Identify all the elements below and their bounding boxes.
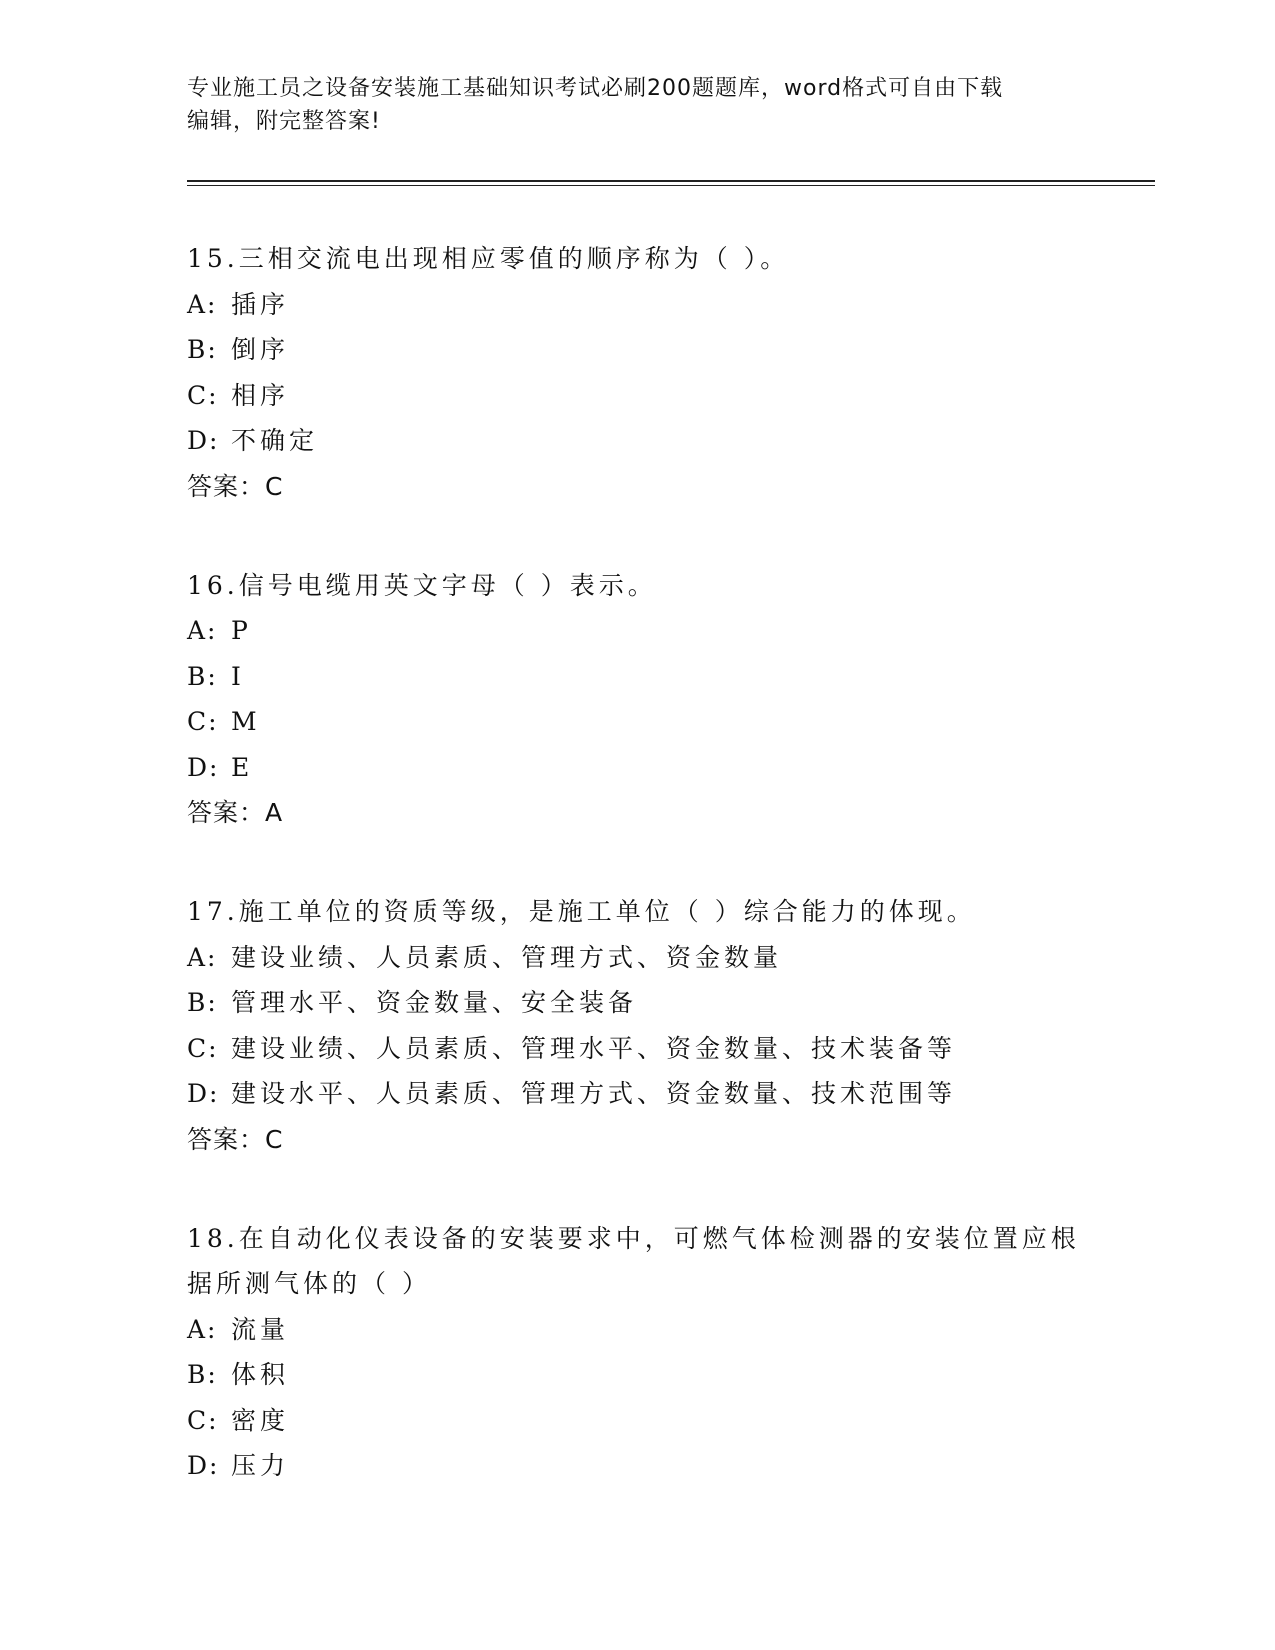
- option-letter: C:: [187, 707, 219, 736]
- question-text: 信号电缆用英文字母（ ）表示。: [238, 570, 657, 600]
- option-text: I: [231, 661, 245, 691]
- option-text: M: [231, 707, 261, 736]
- header-divider-thick: [187, 180, 1155, 182]
- question-stem: [187, 1216, 1087, 1307]
- option-d: [187, 1071, 1087, 1117]
- question-text: 施工单位的资质等级，是施工单位（ ）综合能力的体现。: [238, 897, 976, 926]
- option-letter: C:: [187, 1405, 219, 1435]
- option-letter: B:: [187, 335, 218, 364]
- option-c: [187, 1398, 1087, 1444]
- option-b: [187, 1352, 1087, 1398]
- question-stem: [187, 236, 1087, 282]
- option-b: [187, 654, 1087, 700]
- option-letter: D:: [187, 1451, 220, 1480]
- option-text: 压力: [231, 1451, 290, 1480]
- option-text: 倒序: [231, 335, 290, 364]
- option-letter: D:: [187, 426, 220, 455]
- option-text: 建设水平、人员素质、管理方式、资金数量、技术范围等: [231, 1079, 957, 1108]
- option-text: 相序: [231, 380, 290, 410]
- question-text: 三相交流电出现相应零值的顺序称为（ ）。: [238, 244, 790, 273]
- option-letter: C:: [187, 380, 219, 410]
- option-c: [187, 373, 1087, 419]
- option-letter: B:: [187, 661, 218, 691]
- header-divider-thin: [187, 185, 1155, 186]
- option-text: 体积: [231, 1360, 290, 1389]
- option-text: E: [231, 752, 254, 782]
- answer-line: 答案：A: [187, 798, 284, 827]
- option-text: 建设业绩、人员素质、管理水平、资金数量、技术装备等: [231, 1033, 957, 1063]
- question-number: 18.: [187, 1223, 239, 1253]
- header-line-1: 专业施工员之设备安装施工基础知识考试必刷200题题库，word格式可自由下载: [187, 76, 1004, 101]
- answer-line: 答案：C: [187, 471, 284, 501]
- option-text: 密度: [231, 1405, 290, 1435]
- option-letter: C:: [187, 1033, 219, 1063]
- option-letter: B:: [187, 988, 218, 1017]
- option-text: 流量: [231, 1314, 290, 1344]
- question-stem: [187, 889, 1087, 935]
- question-number: 16.: [187, 570, 239, 600]
- option-letter: D:: [187, 752, 220, 782]
- option-b: [187, 327, 1087, 373]
- option-text: 管理水平、资金数量、安全装备: [231, 988, 638, 1017]
- option-b: [187, 980, 1087, 1026]
- option-text: P: [231, 616, 252, 645]
- option-text: 建设业绩、人员素质、管理方式、资金数量: [231, 942, 783, 972]
- option-c: [187, 699, 1087, 745]
- option-letter: A:: [187, 616, 218, 645]
- option-letter: D:: [187, 1079, 220, 1108]
- question-15: [187, 236, 1087, 510]
- option-letter: A:: [187, 942, 218, 972]
- option-a: [187, 282, 1087, 328]
- question-17: [187, 889, 1087, 1163]
- header-line-2: 编辑，附完整答案!: [187, 109, 381, 134]
- option-text: 插序: [231, 289, 290, 319]
- option-a: [187, 608, 1087, 654]
- option-letter: B:: [187, 1360, 218, 1389]
- option-a: [187, 1307, 1087, 1353]
- question-list: [187, 236, 1087, 1542]
- question-text: 在自动化仪表设备的安装要求中，可燃气体检测器的安装位置应根据所测气体的（ ）: [187, 1223, 1080, 1298]
- question-18: [187, 1216, 1087, 1489]
- answer-line: 答案：C: [187, 1124, 284, 1154]
- option-d: [187, 1443, 1087, 1489]
- option-d: [187, 418, 1087, 464]
- option-a: [187, 935, 1087, 981]
- option-d: [187, 745, 1087, 791]
- option-letter: A:: [187, 1314, 218, 1344]
- option-letter: A:: [187, 289, 218, 319]
- option-c: [187, 1026, 1087, 1072]
- question-number: 17.: [187, 897, 239, 926]
- question-16: [187, 563, 1087, 837]
- question-stem: [187, 563, 1087, 609]
- document-header: [187, 72, 1087, 138]
- option-text: 不确定: [231, 426, 319, 455]
- question-number: 15.: [187, 244, 239, 273]
